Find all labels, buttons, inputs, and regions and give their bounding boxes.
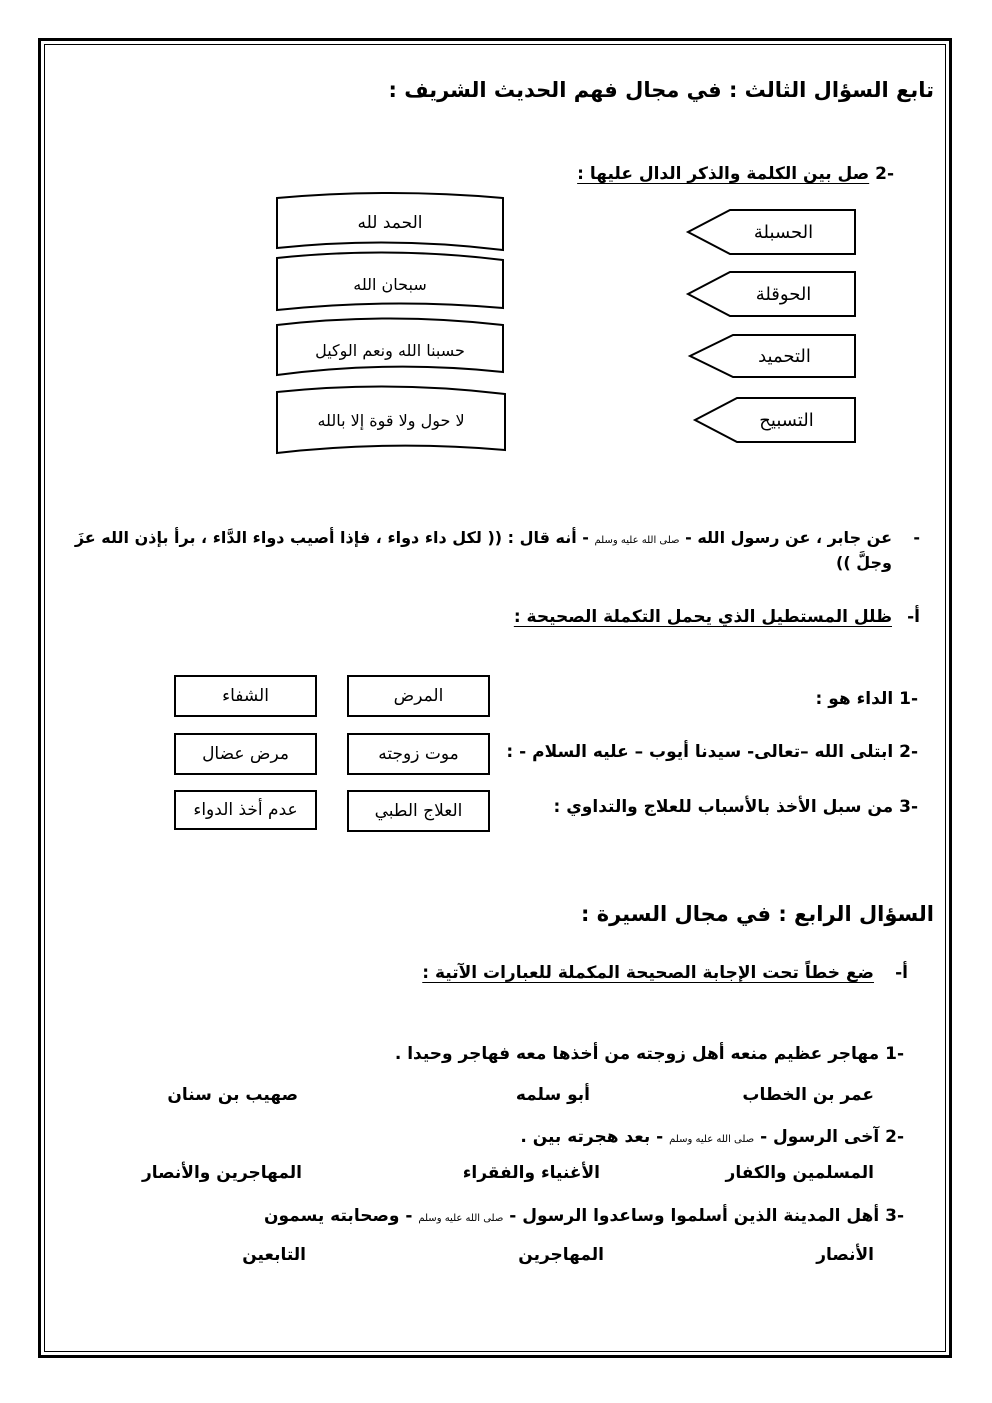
s4-q2-part2: - بعد هجرته بين . xyxy=(520,1127,664,1147)
s4-q1-option-1[interactable]: عمر بن الخطاب xyxy=(742,1085,874,1105)
s4-q2-part1: آخى الرسول - xyxy=(760,1127,880,1147)
term-label-2: الحوقلة xyxy=(755,283,812,305)
item-2 xyxy=(506,742,918,762)
s4-question-3 xyxy=(264,1206,904,1226)
s4-q3-pbuh: صلى الله عليه وسلم xyxy=(418,1213,504,1224)
s4-q3-part1: أهل المدينة الذين أسلموا وساعدوا الرسول - xyxy=(509,1206,880,1226)
item-3 xyxy=(554,797,919,817)
phrase-label-4: لا حول ولا قوة إلا بالله xyxy=(317,410,465,430)
s4-q1-text: مهاجر عظيم منعه أهل زوجته من أخذها معه فهاجر وحيدا . xyxy=(394,1044,880,1064)
s4-question-2 xyxy=(520,1127,904,1147)
s4-q3-option-3[interactable]: التابعين xyxy=(242,1245,306,1265)
s4-q3-part2: - وصحابته يسمون xyxy=(264,1206,413,1226)
s4-q1-number: -1 xyxy=(885,1044,904,1064)
item-3-option-1[interactable]: العلاج الطبي xyxy=(347,790,490,832)
s4-q1-option-3[interactable]: صهيب بن سنان xyxy=(167,1085,298,1105)
s4-question-1 xyxy=(395,1044,904,1064)
phrase-label-2: سبحان الله xyxy=(353,274,427,294)
item-2-number: -2 xyxy=(899,742,918,762)
item-2-option-1[interactable]: موت زوجته xyxy=(347,733,490,775)
section4-title: السؤال الرابع : في مجال السيرة : xyxy=(580,902,934,926)
item-1-text: الداء هو : xyxy=(815,689,894,709)
hadith-part2: - أنه قال : (( لكل داء دواء ، فإذا أصيب دواء الدَّاء ، برأ بإذن الله عزَ xyxy=(74,528,589,547)
item-1-option-1[interactable]: المرض xyxy=(347,675,490,717)
phrase-label-1: الحمد لله xyxy=(357,213,423,233)
item-3-text: من سبل الأخذ بالأسباب للعلاج والتداوي : xyxy=(553,797,894,817)
s4-q3-option-1[interactable]: الأنصار xyxy=(816,1245,874,1265)
q2-number: -2 xyxy=(875,164,894,184)
term-label-3: التحميد xyxy=(758,345,811,367)
item-3-number: -3 xyxy=(899,797,918,817)
term-label-4: التسبيح xyxy=(759,409,814,431)
section3-a-label: أ- xyxy=(907,607,920,627)
hadith-dash: - xyxy=(913,528,920,547)
item-3-option-2[interactable]: عدم أخذ الدواء xyxy=(174,790,317,830)
section4-a-instruction: ضع خطاً تحت الإجابة الصحيحة المكملة للعبارات الآتية : xyxy=(422,963,874,983)
item-2-option-2[interactable]: مرض عضال xyxy=(174,733,317,775)
s4-q3-number: -3 xyxy=(885,1206,904,1226)
item-1 xyxy=(816,689,918,709)
phrase-label-3: حسبنا الله ونعم الوكيل xyxy=(315,340,465,360)
item-2-text: ابتلى الله –تعالى- سيدنا أيوب – عليه السلام - : xyxy=(506,742,894,762)
section3-title: تابع السؤال الثالث : في مجال فهم الحديث الشريف : xyxy=(388,78,934,102)
s4-q2-option-3[interactable]: المهاجرين والأنصار xyxy=(142,1163,302,1183)
section3-a-instruction: ظلل المستطيل الذي يحمل التكملة الصحيحة : xyxy=(513,607,892,627)
term-label-1: الحسبلة xyxy=(753,221,814,243)
s4-q3-option-2[interactable]: المهاجرين xyxy=(518,1245,604,1265)
hadith-line-2: وجلَّ )) xyxy=(836,553,892,572)
s4-q2-number: -2 xyxy=(885,1127,904,1147)
hadith-part1: عن جابر ، عن رسول الله - xyxy=(685,528,892,547)
s4-q2-option-2[interactable]: الأغنياء والفقراء xyxy=(462,1163,600,1183)
s4-q1-option-2[interactable]: أبو سلمه xyxy=(515,1085,590,1105)
hadith-pbuh: صلى الله عليه وسلم xyxy=(594,535,680,546)
hadith-line-1 xyxy=(75,528,892,547)
s4-q2-pbuh: صلى الله عليه وسلم xyxy=(669,1134,755,1145)
q2-instruction: صل بين الكلمة والذكر الدال عليها : xyxy=(577,164,870,184)
s4-q2-option-1[interactable]: المسلمين والكفار xyxy=(725,1163,874,1183)
section4-a-label: أ- xyxy=(895,963,908,983)
item-1-number: -1 xyxy=(899,689,918,709)
item-1-option-2[interactable]: الشفاء xyxy=(174,675,317,717)
